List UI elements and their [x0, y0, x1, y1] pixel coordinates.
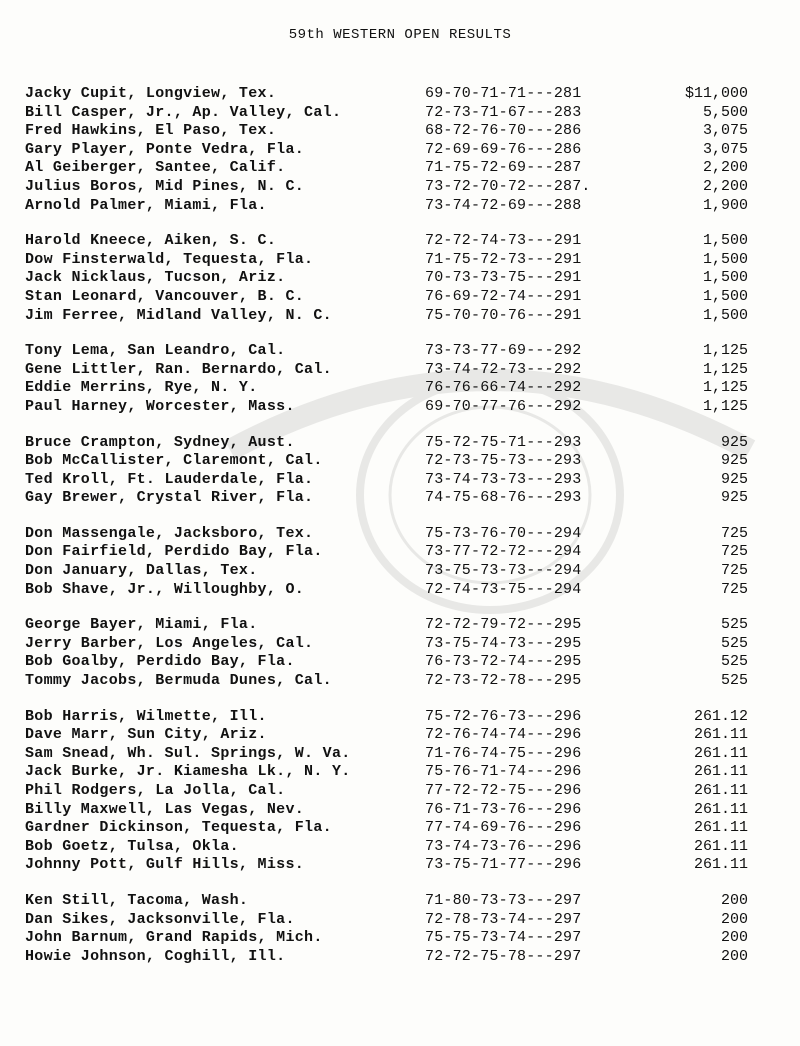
player-score: 77-72-72-75---296: [425, 782, 582, 799]
player-prize: 200: [720, 929, 748, 947]
player-score: 75-70-70-76---291: [425, 306, 582, 324]
results-group: [0, 342, 800, 416]
player-score: 73-74-73-76---296: [425, 837, 582, 855]
result-row: [0, 911, 800, 930]
player-prize: 725: [720, 524, 748, 542]
player-name: Arnold Palmer, Miami, Fla.: [25, 196, 267, 214]
player-prize: 261.11: [693, 782, 748, 799]
result-row: [0, 562, 800, 581]
player-name: Jack Burke, Jr. Kiamesha Lk., N. Y.: [25, 763, 351, 781]
player-name: Howie Johnson, Coghill, Ill.: [25, 947, 286, 965]
player-name: Gay Brewer, Crystal River, Fla.: [25, 489, 314, 507]
player-name: Jack Nicklaus, Tucson, Ariz.: [25, 269, 286, 287]
result-row: [0, 838, 800, 857]
result-row: [0, 763, 800, 782]
player-prize: 925: [720, 433, 748, 451]
player-name: Jerry Barber, Los Angeles, Cal.: [25, 634, 314, 652]
player-name: Fred Hawkins, El Paso, Tex.: [25, 122, 277, 140]
player-prize: 725: [720, 562, 748, 580]
player-score: 72-69-69-76---286: [425, 140, 582, 158]
results-group: [0, 892, 800, 966]
player-score: 72-73-72-78---295: [425, 672, 582, 690]
player-name: Johnny Pott, Gulf Hills, Miss.: [25, 856, 305, 874]
player-name: Gardner Dickinson, Tequesta, Fla.: [25, 819, 332, 837]
player-score: 75-76-71-74---296: [425, 763, 582, 781]
result-row: [0, 819, 800, 838]
player-name: Jacky Cupit, Longview, Tex.: [25, 85, 277, 102]
player-prize: 261.11: [693, 819, 748, 837]
player-prize: 725: [720, 543, 748, 561]
player-score: 73-74-72-69---288: [425, 196, 582, 214]
player-score: 71-75-72-73---291: [425, 250, 582, 268]
result-row: [0, 197, 800, 216]
result-row: [0, 581, 800, 600]
player-name: Paul Harney, Worcester, Mass.: [25, 397, 295, 415]
player-score: 73-72-70-72---287.: [425, 177, 591, 195]
result-row: [0, 269, 800, 288]
player-name: Don Fairfield, Perdido Bay, Fla.: [25, 543, 323, 561]
results-group: [0, 85, 800, 215]
result-row: [0, 288, 800, 307]
player-score: 72-73-71-67---283: [425, 103, 582, 121]
player-name: Billy Maxwell, Las Vegas, Nev.: [25, 800, 305, 818]
result-row: [0, 85, 800, 104]
player-prize: 261.11: [693, 856, 748, 874]
player-score: 72-76-74-74---296: [425, 726, 582, 744]
player-name: Dave Marr, Sun City, Ariz.: [25, 726, 267, 744]
player-score: 73-75-74-73---295: [425, 634, 582, 652]
player-prize: 1,125: [702, 379, 748, 397]
player-name: Gary Player, Ponte Vedra, Fla.: [25, 140, 305, 158]
player-score: 72-72-74-73---291: [425, 232, 582, 250]
player-name: George Bayer, Miami, Fla.: [25, 616, 258, 634]
result-row: [0, 856, 800, 875]
player-name: Dow Finsterwald, Tequesta, Fla.: [25, 250, 314, 268]
player-prize: 725: [720, 580, 748, 598]
player-prize: 925: [720, 470, 748, 488]
player-score: 71-75-72-69---287: [425, 159, 582, 177]
result-row: [0, 745, 800, 764]
player-prize: 525: [720, 634, 748, 652]
player-name: Dan Sikes, Jacksonville, Fla.: [25, 910, 295, 928]
player-prize: 261.11: [693, 763, 748, 781]
player-name: Eddie Merrins, Rye, N. Y.: [25, 379, 258, 397]
player-score: 75-75-73-74---297: [425, 929, 582, 947]
player-score: 76-69-72-74---291: [425, 287, 582, 305]
player-name: Al Geiberger, Santee, Calif.: [25, 159, 286, 177]
player-name: Bill Casper, Jr., Ap. Valley, Cal.: [25, 103, 342, 121]
player-prize: 1,500: [702, 306, 748, 324]
result-row: [0, 141, 800, 160]
player-prize: 2,200: [702, 177, 748, 195]
player-prize: 1,500: [702, 250, 748, 268]
player-name: Bob Goalby, Perdido Bay, Fla.: [25, 653, 295, 671]
player-name: Phil Rodgers, La Jolla, Cal.: [25, 782, 286, 799]
page-title: 59th WESTERN OPEN RESULTS: [288, 27, 512, 43]
player-prize: 925: [720, 452, 748, 470]
player-name: Ted Kroll, Ft. Lauderdale, Fla.: [25, 470, 314, 488]
player-prize: 1,500: [702, 269, 748, 287]
player-name: Don Massengale, Jacksboro, Tex.: [25, 524, 314, 542]
player-name: Tommy Jacobs, Bermuda Dunes, Cal.: [25, 672, 332, 690]
results-group: [0, 232, 800, 325]
player-name: Harold Kneece, Aiken, S. C.: [25, 232, 277, 250]
player-score: 70-73-73-75---291: [425, 269, 582, 287]
player-name: John Barnum, Grand Rapids, Mich.: [25, 929, 323, 947]
result-row: [0, 616, 800, 635]
player-prize: 200: [720, 910, 748, 928]
result-row: [0, 892, 800, 911]
player-prize: $11,000: [684, 85, 748, 102]
player-score: 75-72-76-73---296: [425, 707, 582, 725]
result-row: [0, 948, 800, 967]
result-row: [0, 452, 800, 471]
player-prize: 3,075: [702, 122, 748, 140]
player-prize: 1,900: [702, 196, 748, 214]
player-name: Gene Littler, Ran. Bernardo, Cal.: [25, 360, 332, 378]
player-prize: 525: [720, 672, 748, 690]
player-score: 69-70-77-76---292: [425, 397, 582, 415]
player-score: 72-73-75-73---293: [425, 452, 582, 470]
player-name: Sam Snead, Wh. Sul. Springs, W. Va.: [25, 744, 351, 762]
result-row: [0, 434, 800, 453]
player-name: Don January, Dallas, Tex.: [25, 562, 258, 580]
result-row: [0, 122, 800, 141]
player-name: Bob Shave, Jr., Willoughby, O.: [25, 580, 305, 598]
results-group: [0, 708, 800, 875]
player-name: Jim Ferree, Midland Valley, N. C.: [25, 306, 332, 324]
player-score: 68-72-76-70---286: [425, 122, 582, 140]
player-prize: 1,125: [702, 342, 748, 360]
results-group: [0, 434, 800, 508]
player-name: Julius Boros, Mid Pines, N. C.: [25, 177, 305, 195]
player-name: Bob Goetz, Tulsa, Okla.: [25, 837, 239, 855]
player-score: 72-72-79-72---295: [425, 616, 582, 634]
player-score: 72-78-73-74---297: [425, 910, 582, 928]
result-row: [0, 543, 800, 562]
player-score: 73-75-71-77---296: [425, 856, 582, 874]
results-list: [0, 85, 800, 983]
player-prize: 5,500: [702, 103, 748, 121]
player-name: Stan Leonard, Vancouver, B. C.: [25, 287, 305, 305]
result-row: [0, 379, 800, 398]
player-prize: 261.11: [693, 837, 748, 855]
result-row: [0, 398, 800, 417]
result-row: [0, 489, 800, 508]
player-score: 71-80-73-73---297: [425, 891, 582, 909]
player-score: 71-76-74-75---296: [425, 744, 582, 762]
player-prize: 2,200: [702, 159, 748, 177]
player-score: 73-75-73-73---294: [425, 562, 582, 580]
result-row: [0, 471, 800, 490]
player-score: 76-71-73-76---296: [425, 800, 582, 818]
results-group: [0, 525, 800, 599]
player-score: 75-73-76-70---294: [425, 524, 582, 542]
player-name: Bruce Crampton, Sydney, Aust.: [25, 433, 295, 451]
result-row: [0, 251, 800, 270]
player-score: 73-74-73-73---293: [425, 470, 582, 488]
results-group: [0, 616, 800, 690]
result-row: [0, 178, 800, 197]
player-prize: 261.11: [693, 744, 748, 762]
player-score: 73-74-72-73---292: [425, 360, 582, 378]
result-row: [0, 726, 800, 745]
player-score: 74-75-68-76---293: [425, 489, 582, 507]
player-score: 72-72-75-78---297: [425, 947, 582, 965]
result-row: [0, 232, 800, 251]
player-score: 72-74-73-75---294: [425, 580, 582, 598]
player-score: 76-76-66-74---292: [425, 379, 582, 397]
result-row: [0, 635, 800, 654]
result-row: [0, 159, 800, 178]
player-score: 75-72-75-71---293: [425, 433, 582, 451]
result-row: [0, 342, 800, 361]
player-prize: 261.11: [693, 800, 748, 818]
player-score: 73-77-72-72---294: [425, 543, 582, 561]
result-row: [0, 525, 800, 544]
player-name: Tony Lema, San Leandro, Cal.: [25, 342, 286, 360]
player-prize: 3,075: [702, 140, 748, 158]
result-row: [0, 104, 800, 123]
player-prize: 1,125: [702, 397, 748, 415]
result-row: [0, 361, 800, 380]
player-prize: 925: [720, 489, 748, 507]
player-name: Ken Still, Tacoma, Wash.: [25, 891, 249, 909]
player-prize: 525: [720, 616, 748, 634]
player-prize: 1,500: [702, 232, 748, 250]
player-prize: 525: [720, 653, 748, 671]
player-prize: 200: [720, 947, 748, 965]
player-prize: 261.11: [693, 726, 748, 744]
player-name: Bob Harris, Wilmette, Ill.: [25, 707, 267, 725]
result-row: [0, 672, 800, 691]
result-row: [0, 307, 800, 326]
player-name: Bob McCallister, Claremont, Cal.: [25, 452, 323, 470]
player-prize: 200: [720, 891, 748, 909]
player-score: 76-73-72-74---295: [425, 653, 582, 671]
player-prize: 1,125: [702, 360, 748, 378]
player-score: 77-74-69-76---296: [425, 819, 582, 837]
result-row: [0, 801, 800, 820]
result-row: [0, 708, 800, 727]
player-score: 69-70-71-71---281: [425, 85, 582, 102]
result-row: [0, 653, 800, 672]
player-score: 73-73-77-69---292: [425, 342, 582, 360]
player-prize: 261.12: [693, 707, 748, 725]
result-row: [0, 929, 800, 948]
result-row: [0, 782, 800, 801]
player-prize: 1,500: [702, 287, 748, 305]
